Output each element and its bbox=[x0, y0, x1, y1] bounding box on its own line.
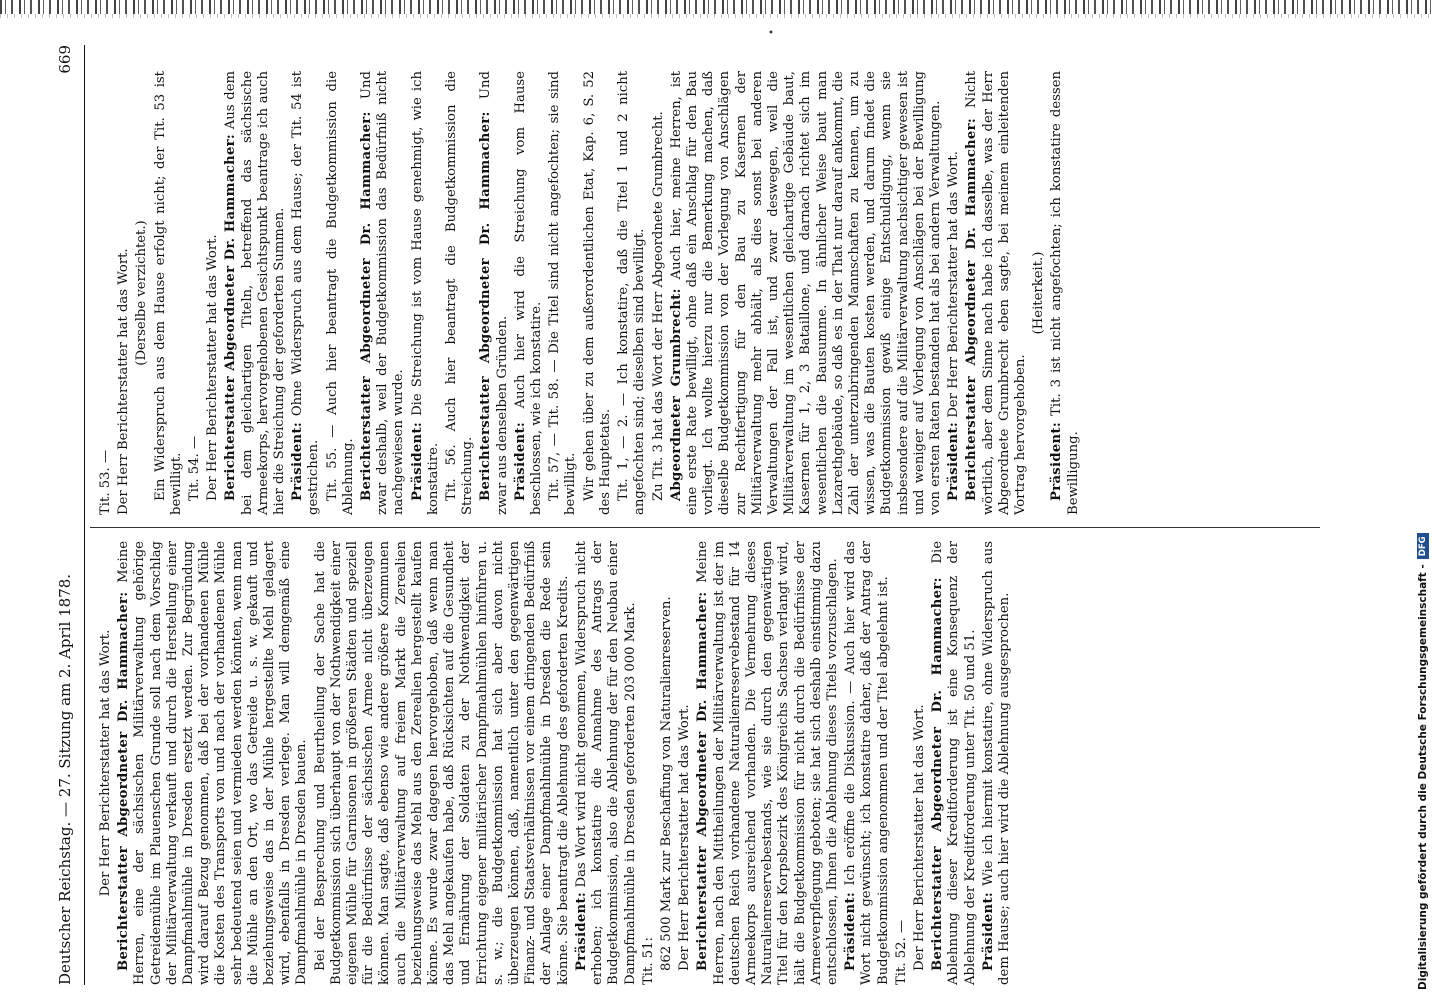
speaker-label: Präsident: bbox=[512, 421, 528, 501]
title-line bbox=[894, 541, 910, 985]
paragraph-text: Die Ablehnung dieser Kreditforderung ist eine Konsequenz der Ablehnung der Kreditforderung unter Tit. 50 und 51. bbox=[930, 540, 978, 985]
speech-paragraph bbox=[223, 71, 288, 515]
paragraph-text: Tit. 57, — Tit. 58. — Die Titel sind nicht angefochten; sie sind bewilligt. bbox=[547, 71, 579, 515]
speech-paragraph bbox=[574, 541, 639, 985]
paragraph bbox=[187, 71, 203, 515]
paragraph-text: Ohne Widerspruch aus dem Hause; der Tit. 54 ist gestrichen. bbox=[290, 71, 322, 515]
paragraph-text: Ein Widerspruch aus dem Hause erfolgt nicht; der Tit. 53 ist bewilligt. bbox=[152, 71, 184, 515]
paragraph-text: Auch hier wird die Streichung vom Hause beschlossen, wie ich konstatire. bbox=[512, 71, 545, 515]
paragraph bbox=[153, 71, 185, 515]
speech-paragraph bbox=[964, 71, 1029, 515]
paragraph bbox=[313, 541, 572, 985]
paragraph-text: Tit. 1, — 2. — Ich konstatire, daß die Titel 1 und 2 nicht angefochten sind; dieselben sind bewilligt. bbox=[616, 71, 648, 515]
speaker-label: Präsident: bbox=[290, 421, 306, 501]
speaker-label: Präsident: bbox=[1049, 421, 1065, 501]
paragraph-text: 862 500 Mark zur Beschaffung von Naturalienreserven. bbox=[658, 596, 674, 971]
paragraph-text: Zu Tit. 3 hat das Wort der Herr Abgeordnete Grumbrecht. bbox=[650, 111, 666, 501]
speech-paragraph bbox=[930, 541, 979, 985]
speaker-label: Präsident: bbox=[980, 891, 996, 971]
running-header-title: Deutscher Reichstag. — 27. Sitzung am 2. April 1878. bbox=[56, 573, 74, 985]
paragraph-text: Tit. 54. — bbox=[187, 435, 203, 501]
paragraph-text: Meine Herren, nach den Mittheilungen der Militärverwaltung ist der im deutschen Reich vorhandene Naturalienreservebestand für 14 Armeekorps ausreichend vorhanden. Die Vermehrung dieses Naturalienreservebestands, wie sie durch den gegenwärtigen Titel für den Korpsbezirk des Königreichs Sachsen verlangt wird, hält die Budgetkommission für nicht durch die Bedürfnisse der Armeeverpflegung geboten; sie hat sich deshalb einstimmig dazu entschlossen, Ihnen die Ablehnung dieses Titels vorzuschlagen. bbox=[695, 541, 840, 985]
speaker-label: Berichterstatter Abgeordneter Dr. Hammacher: bbox=[359, 111, 375, 501]
paragraph bbox=[616, 71, 648, 515]
title-line bbox=[98, 71, 114, 515]
paragraph-text: (Derselbe verzichtet.) bbox=[134, 220, 150, 366]
speech-paragraph bbox=[410, 71, 442, 515]
scan-speck: • bbox=[768, 28, 774, 39]
paragraph-text: Tit. 53. — bbox=[98, 449, 113, 515]
paragraph-text: (Heiterkeit.) bbox=[1031, 251, 1047, 335]
scan-noise-line bbox=[0, 14, 1432, 18]
speech-paragraph bbox=[843, 541, 892, 985]
paragraph-text: Wie ich hiermit konstatire, ohne Widerspruch aus dem Hause; auch hier wird die Ablehnung ausgesprochen. bbox=[980, 541, 1012, 985]
paragraph-text: Das Wort wird nicht genommen, Widerspruch nicht erhoben; ich konstatire die Annahme des Antrags der Budgetkommission, also die Ablehnung der für den Neubau einer Dampfmahlmühle in Dresden geforderten 203 000 Mark. bbox=[573, 541, 638, 985]
document-page bbox=[50, 45, 1360, 985]
digitization-credit bbox=[1416, 230, 1430, 990]
right-column bbox=[98, 71, 1350, 515]
paragraph bbox=[677, 541, 693, 985]
paragraph-text: Tit. 56. Auch hier beantragt die Budgetkommission die Streichung. bbox=[444, 71, 476, 515]
running-header bbox=[50, 45, 80, 985]
centered-line bbox=[98, 541, 114, 985]
speaker-label: Berichterstatter Abgeordneter Dr. Hammacher: bbox=[930, 577, 946, 971]
speaker-label: Abgeordneter Grumbrecht: bbox=[668, 288, 684, 501]
speech-paragraph bbox=[695, 541, 841, 985]
speech-paragraph bbox=[513, 71, 545, 515]
paragraph-text: Bei der Besprechung und Beurtheilung der Sache hat die Budgetkommission sich überhaupt von der Nothwendigkeit einer eigenen Mühle für Garnisonen in größeren Städten und speziell für die Bedürfnisse der sächsischen Armee nicht überzeugen können. Man sagte, daß ebenso wie andere größere Kommunen auch die Militärverwaltung auf freiem Markt die Zerealien beziehungsweise das Mehl aus den Zerealien hergestellt kaufen könne. Es wurde zwar dagegen hervorgehoben, daß wenn man das Mehl angekaufen habe, daß Rücksichten auf die Gesundheit und Ernährung der Soldaten zu der Nothwendigkeit der Errichtung eigener militärischer Dampfmahlmühlen hinführen u. s. w.; die Budgetkommission hat sich aber davon nicht überzeugen können, daß, namentlich unter den gegenwärtigen Finanz- und Staatsverhältnissen vor einem dringenden Bedürfniß der Anlage einer Dampfmahlmühle in Dresden die Rede sein könne. Sie beantragt die Ablehnung des geforderten Kredits. bbox=[312, 541, 571, 985]
paragraph bbox=[912, 541, 928, 985]
paragraph-text: Aus dem bei dem gleichartigen Titeln, betreffend das sächsische Armeekorps, hervorgehobenen Gesichtspunkt beantrage ich auch hier die Streichung der geforderten Summen. bbox=[223, 70, 288, 515]
paragraph-text: Der Herr Berichterstatter hat das Wort. bbox=[98, 629, 113, 897]
paragraph-text: Tit. 52. — bbox=[893, 919, 909, 985]
paragraph bbox=[651, 71, 667, 515]
centered-line bbox=[134, 71, 150, 515]
paragraph-text: Und zwar deshalb, weil der Budgetkommission das Bedürfniß nicht nachgewiesen wurde. bbox=[359, 71, 407, 515]
left-column bbox=[98, 541, 1350, 985]
speech-paragraph bbox=[359, 71, 408, 515]
page-number: 669 bbox=[56, 45, 74, 74]
speaker-label: Berichterstatter Abgeordneter Dr. Hammacher: bbox=[964, 117, 980, 501]
credit-text: Digitalisierung gefördert durch die Deutsche Forschungsgemeinschaft - bbox=[1417, 564, 1429, 990]
speaker-label: Berichterstatter Abgeordneter Dr. Hammacher: bbox=[695, 591, 711, 971]
dfg-logo: DFG bbox=[1417, 533, 1429, 559]
paragraph-text: Der Herr Berichterstatter hat das Wort. bbox=[911, 704, 927, 971]
paragraph-text: Die Streichung ist vom Hause genehmigt, wie ich konstatire. bbox=[409, 71, 441, 515]
paragraph-text: Tit. 51: bbox=[640, 937, 656, 985]
paragraph-text: Der Herr Berichterstatter hat das Wort. bbox=[205, 234, 221, 501]
paragraph bbox=[659, 541, 675, 985]
header-rule bbox=[84, 45, 85, 985]
paragraph-text: Meine Herren, eine der sächsischen Militärverwaltung gehörige Getreidemühle im Plauenschen Grunde soll nach dem Vorschlag der Militärverwaltung verkauft und durch die Herstellung einer Dampfmahlmühle in Dresden ersetzt werden. Zur Begründung wird darauf Bezug genommen, daß bei der vorhandenen Mühle die Kosten des Transports von und nach der vorhandenen Mühle sehr bedeutend seien und vermieden werden könnten, wenn man die Mühle an den Ort, wo das Getreide u. s. w. gekauft und beziehungsweise das in der Mühle hergestellte Mehl gelagert wird, ebenfalls in Dresden verlege. Man will demgemäß eine Dampfmahlmühle in Dresden bauen. bbox=[116, 541, 310, 985]
paragraph bbox=[582, 71, 614, 515]
speech-paragraph bbox=[981, 541, 1013, 985]
speech-paragraph bbox=[116, 541, 310, 985]
speaker-label: Berichterstatter Abgeordneter Dr. Hammacher: bbox=[116, 591, 132, 971]
paragraph-text: Und zwar aus denselben Gründen. bbox=[478, 71, 510, 515]
speaker-label: Präsident: bbox=[946, 421, 962, 501]
speaker-label: Berichterstatter Abgeordneter Dr. Hammacher: bbox=[478, 111, 494, 501]
speaker-label: Präsident: bbox=[409, 421, 425, 501]
paragraph-text: Der Herr Berichterstatter hat das Wort. bbox=[677, 704, 693, 971]
title-line bbox=[116, 71, 132, 515]
paragraph-text: Wir gehen über zu dem außerordentlichen Etat, Kap. 6, S. 52 des Hauptetats. bbox=[581, 71, 613, 515]
paragraph-text: Tit. 3 ist nicht angefochten; ich konstatire dessen Bewilligung. bbox=[1049, 71, 1081, 515]
speaker-label: Berichterstatter Abgeordneter Dr. Hammacher: bbox=[223, 133, 239, 501]
speech-paragraph bbox=[478, 71, 510, 515]
speech-paragraph bbox=[946, 71, 962, 515]
paragraph-text: Der Herr Berichterstatter hat das Wort. bbox=[946, 151, 962, 418]
title-line bbox=[641, 541, 657, 985]
paragraph-text: Ich eröffne die Diskussion. — Auch hier wird das Wort nicht gewünscht; ich konstatire daher, daß der Antrag der Budgetkommission angenommen und der Titel abgelehnt ist. bbox=[843, 541, 891, 985]
speech-paragraph bbox=[669, 71, 944, 515]
speaker-label: Präsident: bbox=[573, 891, 589, 971]
column-divider bbox=[90, 527, 1320, 528]
paragraph-text: Nicht wörtlich, aber dem Sinne nach habe ich dasselbe, was der Herr Abgeordnete Grumbrecht eben sagte, bei meinem einleitenden Vortrag hervorgehoben. bbox=[964, 71, 1028, 515]
centered-line bbox=[1031, 71, 1047, 515]
paragraph-text: Auch hier, meine Herren, ist eine erste Rate bewilligt, ohne daß ein Anschlag für den Bau vorliegt. Ich wollte hierzu nur die Bemerkung machen, daß dieselbe Budgetkommission von der Vorlegung von Anschlägen zur Rechtfertigung für den Bau zu Kasernen der Militärverwaltung mehr abhält, als dies sonst bei anderen Verwaltungen der Fall ist, und zwar deswegen, weil die Militärverwaltung im wesentlichen gleichartige Gebäude baut, Kasernen für 1, 2, 3 Bataillone, und darnach richtet sich im wesentlichen die Bausumme. In ähnlicher Weise baut man Lazarethgebäude, so daß es in der That nur darauf ankommt, die Zahl der unterzubringenden Mannschaften zu kennen, um zu wissen, was die Bauten kosten werden, und darum findet die Budgetkommission gewiß einige Entschuldigung, wenn sie insbesondere auf die Militärverwaltung nachsichtiger gewesen ist und weniger auf Vorlegung von Anschlägen bei der Bewilligung von ersten Raten bestanden hat als bei andern Verwaltungen. bbox=[668, 71, 943, 515]
speech-paragraph bbox=[290, 71, 322, 515]
scan-noise-top bbox=[0, 0, 1432, 14]
speaker-label: Präsident: bbox=[843, 891, 859, 971]
paragraph-text: Tit. 55. — Auch hier beantragt die Budgetkommission die Ablehnung. bbox=[324, 71, 356, 515]
speech-paragraph bbox=[1049, 71, 1081, 515]
paragraph-text: Der Herr Berichterstatter hat das Wort. bbox=[116, 248, 132, 515]
paragraph bbox=[547, 71, 579, 515]
paragraph bbox=[205, 71, 221, 515]
paragraph bbox=[325, 71, 357, 515]
paragraph bbox=[444, 71, 476, 515]
